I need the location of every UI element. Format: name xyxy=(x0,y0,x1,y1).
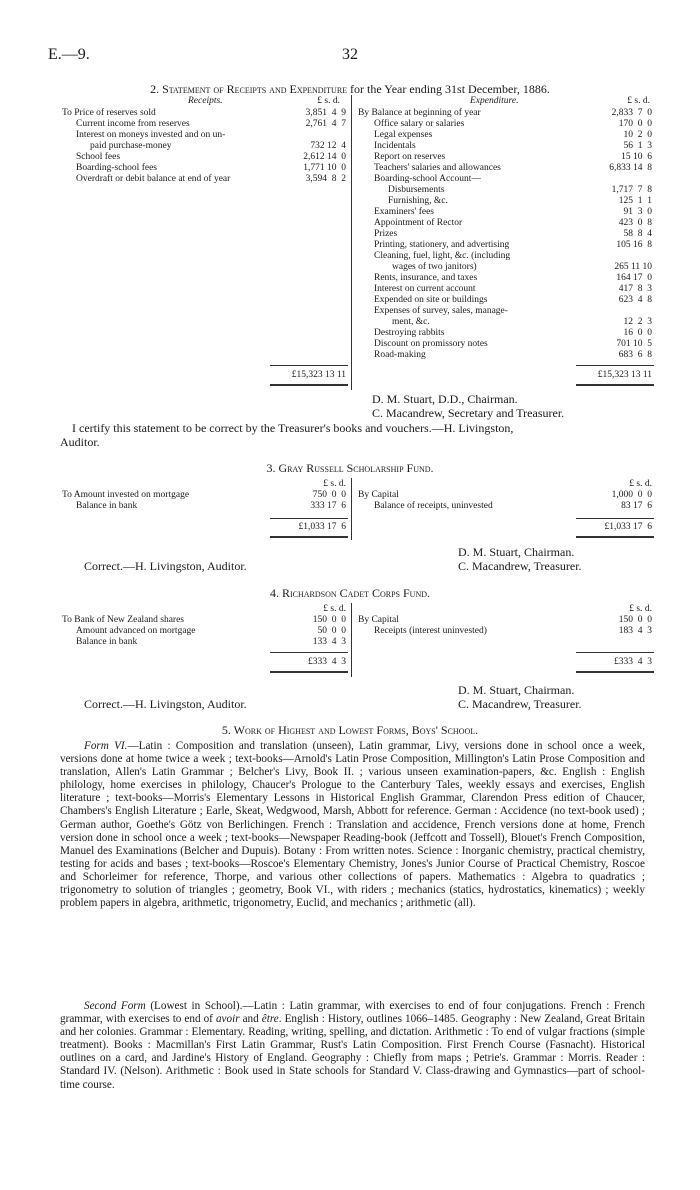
list-item-amount: 3,851 4 9 xyxy=(305,108,346,118)
currency-header: £ s. d. xyxy=(323,479,346,489)
auditor-signature: Correct.—H. Livingston, Auditor. xyxy=(84,697,247,711)
list-item-amount: 50 0 0 xyxy=(317,626,346,636)
receipts-label: Receipts. xyxy=(188,96,223,106)
list-item-amount: 6,833 14 8 xyxy=(609,163,652,173)
total-double-rule xyxy=(576,671,654,673)
list-item: Appointment of Rector xyxy=(374,218,463,228)
list-item: To Amount invested on mortgage xyxy=(62,490,190,500)
list-item-amount: 125 1 1 xyxy=(618,196,652,206)
total-rule xyxy=(576,652,654,653)
list-item: Destroying rabbits xyxy=(374,328,445,338)
list-item-amount: 12 2 3 xyxy=(623,317,652,327)
auditor-label: Auditor. xyxy=(60,435,100,449)
list-item: Interest on current account xyxy=(374,284,476,294)
list-item: Overdraft or debit balance at end of year xyxy=(76,174,231,184)
list-item: Amount advanced on mortgage xyxy=(76,626,196,636)
currency-header: £ s. d. xyxy=(629,479,652,489)
list-item: Expended on site or buildings xyxy=(374,295,488,305)
page-number: 32 xyxy=(342,46,358,63)
form-vi-label: Form VI. xyxy=(84,740,128,752)
list-item: School fees xyxy=(76,152,121,162)
receipts-total: £15,323 13 11 xyxy=(291,370,346,380)
list-item-amount: 265 11 10 xyxy=(614,262,652,272)
audit-certification: I certify this statement to be correct by the Treasurer's books and vouchers.—H. Livingston, xyxy=(72,421,514,435)
list-item: Current income from reserves xyxy=(76,119,190,129)
total-rule xyxy=(576,365,654,366)
list-item: wages of two janitors) xyxy=(392,262,477,272)
list-item: To Price of reserves sold xyxy=(62,108,156,118)
form-vi-paragraph: Form VI.—Latin : Composition and translation (unseen), Latin grammar, Livy, versions done in school once a week, versions done at home twice a week ; text-books—Arnold's Latin Prose Composition, Millington's Latin Prose Composition and translation, Allen's Latin Grammar ; Belcher's Livy, Book II. ; various unseen examination-papers, &c. English : English philology, home exercises in philology, Chaucer's Prologue to the Canterbury Tales, weekly essays and exercises, English literature ; text-books—Morris's Elementary Lessons in Historical English Grammar, Clarendon Press edition of Chaucer, Chambers's English Literature ; Earle, Skeat, Wedgwood, Marsh, Abbott for reference. German : Accidence (no text-book used) ; German author, Goethe's Götz von Berlichingen. French : Translation and accidence, French versions done at home, French version done in school once a week ; text-books—Newspaper Reading-book (Jeffcott and Tossell), Blouet's French Composition, Manuel des Examinations (Belcher and Dupuis). Botany : From written notes. Science : Inorganic chemistry, practical chemistry, testing for acids and bases ; text-books—Roscoe's Elementary Chemistry, Jones's Junior Course of Practical Chemistry, Roscoe and Schorleimer for reference, Thorpe, and various other collections of papers. Mathematics : Algebra to quadratics ; trigonometry to solution of triangles ; geometry, Book VI., with riders ; mechanics (statics, hydrostatics, kinematics) ; weekly problem papers in algebra, arithmetic, trigonometry, Euclid, and mechanics ; arithmetic (all). xyxy=(60,740,645,910)
list-item-amount: 150 0 0 xyxy=(312,615,346,625)
total-double-rule xyxy=(270,671,348,673)
list-item: Expenses of survey, sales, manage- xyxy=(374,306,508,316)
list-item-amount: 423 0 8 xyxy=(618,218,652,228)
total-rule xyxy=(270,365,348,366)
section-3-title: 3. Gray Russell Scholarship Fund. xyxy=(266,461,434,475)
column-divider xyxy=(351,478,352,540)
list-item-amount: 15 10 6 xyxy=(621,152,652,162)
section-2-title: 2. Statement of Receipts and Expenditure for the Year ending 31st December, 1886. xyxy=(150,82,550,96)
list-item-amount: 2,833 7 0 xyxy=(611,108,652,118)
list-item: Interest on moneys invested and on un- xyxy=(76,130,226,140)
list-item: Examiners' fees xyxy=(374,207,435,217)
column-divider xyxy=(351,603,352,677)
treasurer-signature: C. Macandrew, Treasurer. xyxy=(458,559,582,573)
list-item-amount: 150 0 0 xyxy=(618,615,652,625)
list-item: Discount on promissory notes xyxy=(374,339,488,349)
list-item-amount: 83 17 6 xyxy=(621,501,652,511)
currency-header: £ s. d. xyxy=(629,604,652,614)
list-item: By Capital xyxy=(358,615,399,625)
list-item: Receipts (interest uninvested) xyxy=(374,626,487,636)
list-item: To Bank of New Zealand shares xyxy=(62,615,185,625)
fund-total: £333 4 3 xyxy=(308,657,346,667)
list-item: Balance of receipts, uninvested xyxy=(374,501,493,511)
list-item-amount: 1,717 7 8 xyxy=(611,185,652,195)
total-double-rule xyxy=(270,536,348,538)
section-4-title: 4. Richardson Cadet Corps Fund. xyxy=(269,586,431,600)
list-item-amount: 2,612 14 0 xyxy=(303,152,346,162)
total-double-rule xyxy=(270,384,348,386)
section-5-title: 5. Work of Highest and Lowest Forms, Boys' School. xyxy=(221,723,479,737)
list-item: Cleaning, fuel, light, &c. (including xyxy=(374,251,511,261)
list-item-amount: 701 10 5 xyxy=(616,339,652,349)
total-rule xyxy=(270,518,348,519)
list-item: Road-making xyxy=(374,350,426,360)
list-item-amount: 183 4 3 xyxy=(618,626,652,636)
expenditure-total: £15,323 13 11 xyxy=(597,370,652,380)
chairman-signature: D. M. Stuart, Chairman. xyxy=(458,545,575,559)
list-item-amount: 683 6 8 xyxy=(618,350,652,360)
list-item: Office salary or salaries xyxy=(374,119,465,129)
list-item: Boarding-school Account— xyxy=(374,174,481,184)
list-item-amount: 1,771 10 0 xyxy=(303,163,346,173)
list-item-amount: 58 8 4 xyxy=(623,229,652,239)
list-item-amount: 750 0 0 xyxy=(312,490,346,500)
list-item: Printing, stationery, and advertising xyxy=(374,240,510,250)
list-item-amount: 417 8 3 xyxy=(618,284,652,294)
list-item: paid purchase-money xyxy=(90,141,172,151)
list-item: Report on reserves xyxy=(374,152,446,162)
list-item-amount: 164 17 0 xyxy=(616,273,652,283)
list-item: Teachers' salaries and allowances xyxy=(374,163,501,173)
list-item-amount: 623 4 8 xyxy=(618,295,652,305)
auditor-signature: Correct.—H. Livingston, Auditor. xyxy=(84,559,247,573)
list-item: Disbursements xyxy=(388,185,445,195)
list-item: Furnishing, &c. xyxy=(388,196,448,206)
treasurer-signature: C. Macandrew, Treasurer. xyxy=(458,697,582,711)
list-item: Legal expenses xyxy=(374,130,433,140)
list-item: ment, &c. xyxy=(392,317,430,327)
list-item-amount: 732 12 4 xyxy=(310,141,346,151)
list-item-amount: 105 16 8 xyxy=(616,240,652,250)
expenditure-label: Expenditure. xyxy=(470,96,519,106)
fund-total: £1,033 17 6 xyxy=(604,522,652,532)
second-form-label: Second Form xyxy=(84,1000,146,1012)
list-item: Balance in bank xyxy=(76,637,138,647)
list-item: Incidentals xyxy=(374,141,416,151)
treasurer-signature: C. Macandrew, Secretary and Treasurer. xyxy=(372,406,565,420)
total-double-rule xyxy=(576,384,654,386)
list-item-amount: 333 17 6 xyxy=(310,501,346,511)
list-item-amount: 16 0 0 xyxy=(623,328,652,338)
list-item-amount: 2,761 4 7 xyxy=(305,119,346,129)
currency-header: £ s. d. xyxy=(323,604,346,614)
list-item-amount: 3,594 8 2 xyxy=(305,174,346,184)
second-form-paragraph: Second Form (Lowest in School).—Latin : Latin grammar, with exercises to end of four conjugations. French : French grammar, with exercises to end of avoir and être. English : History, outlines 1066–1485. Geography : New Zealand, Great Britain and her colonies. Grammar : Elementary. Reading, writing, spelling, and dictation. Arithmetic : To end of vulgar fractions (simple treatment). Books : Macmillan's First Latin Grammar, Rust's Latin Composition. First French Course (Fasnacht). Historical outlines on a card, and Jardine's History of England. Geography : Chiefly from maps ; Petrie's. Grammar : Morris. Reader : Standard IV. (Nelson). Arithmetic : Book used in State schools for Standard V. Class-drawing and Gymnastics—part of school-time course. xyxy=(60,1000,645,1091)
column-divider xyxy=(351,95,352,390)
list-item: Rents, insurance, and taxes xyxy=(374,273,478,283)
total-double-rule xyxy=(576,536,654,538)
fund-total: £333 4 3 xyxy=(614,657,652,667)
report-code: E.—9. xyxy=(48,46,90,63)
list-item: By Capital xyxy=(358,490,399,500)
list-item-amount: 10 2 0 xyxy=(623,130,652,140)
receipts-currency-header: £ s. d. xyxy=(317,96,340,106)
total-rule xyxy=(270,652,348,653)
list-item-amount: 133 4 3 xyxy=(312,637,346,647)
list-item: Boarding-school fees xyxy=(76,163,157,173)
page-header xyxy=(0,46,700,66)
list-item: Prizes xyxy=(374,229,398,239)
list-item-amount: 170 0 0 xyxy=(618,119,652,129)
chairman-signature: D. M. Stuart, D.D., Chairman. xyxy=(372,392,518,406)
fund-total: £1,033 17 6 xyxy=(298,522,346,532)
list-item-amount: 91 3 0 xyxy=(623,207,652,217)
total-rule xyxy=(576,518,654,519)
chairman-signature: D. M. Stuart, Chairman. xyxy=(458,683,575,697)
list-item-amount: 1,000 0 0 xyxy=(611,490,652,500)
list-item: By Balance at beginning of year xyxy=(358,108,481,118)
expenditure-currency-header: £ s. d. xyxy=(627,96,650,106)
list-item-amount: 56 1 3 xyxy=(623,141,652,151)
list-item: Balance in bank xyxy=(76,501,138,511)
